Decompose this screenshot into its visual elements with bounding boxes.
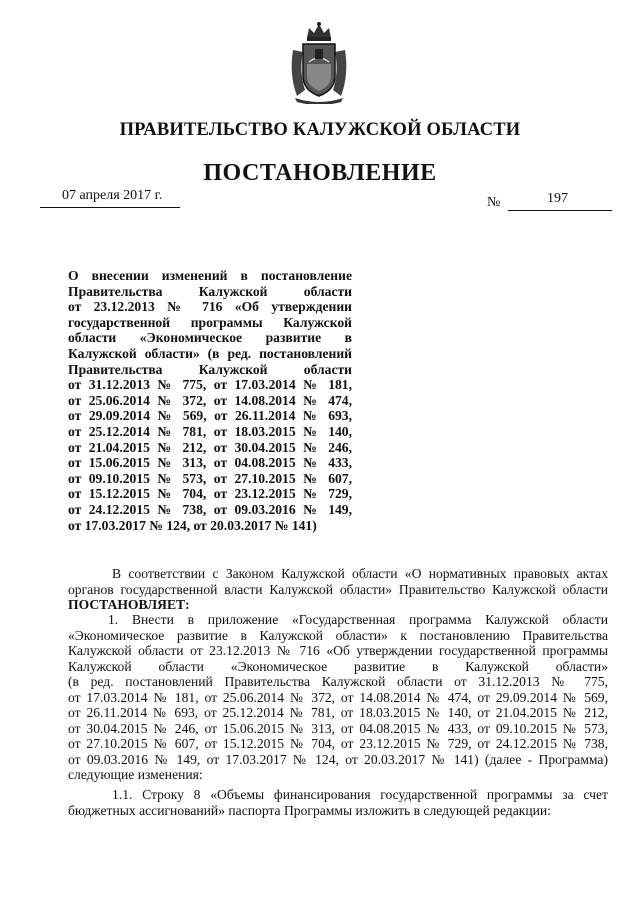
document-number: 197 (547, 191, 568, 206)
item-1-paragraph (68, 612, 608, 783)
paragraph-line: (в ред. постановлений Правительства Калужской области от 31.12.2013 № 775, (68, 674, 608, 689)
paragraph-line: бюджетных ассигнований» паспорта Программы изложить в следующей редакции: (68, 802, 551, 818)
subject-line: государственной программы Калужской (68, 314, 352, 330)
subject-line: от 31.12.2013 № 775, от 17.03.2014 № 181, (68, 377, 352, 393)
paragraph-line: от 09.03.2016 № 149, от 17.03.2017 № 124, от 20.03.2017 № 141) (далее - Программа) (68, 751, 608, 767)
paragraph-line: следующие изменения: (68, 767, 203, 782)
paragraph-line: 1.1. Строку 8 «Объемы финансирования государственной программы за счет (112, 787, 608, 802)
subject-line: О внесении изменений в постановление (68, 268, 352, 283)
document-type-title: ПОСТАНОВЛЕНИЕ (203, 160, 437, 186)
subject-line: от 09.10.2015 № 573, от 27.10.2015 № 607, (68, 470, 352, 486)
subject-line: от 17.03.2017 № 124, от 20.03.2017 № 141) (68, 517, 317, 533)
paragraph-line: В соответствии с Законом Калужской области «О нормативных правовых актах (112, 566, 608, 581)
subject-line: от 25.06.2014 № 372, от 14.08.2014 № 474, (68, 392, 352, 408)
paragraph-line: Калужской области «Экономическое развитие в Калужской области» (68, 658, 608, 674)
document-subject (68, 268, 352, 533)
subject-line: от 23.12.2013 № 716 «Об утверждении (68, 299, 352, 315)
subject-line: области «Экономическое развитие в (68, 330, 352, 346)
item-1-1-paragraph (68, 787, 608, 818)
paragraph-line: Калужской области от 23.12.2013 № 716 «Об утверждении государственной программы (68, 643, 608, 658)
paragraph-line: от 17.03.2014 № 181, от 25.06.2014 № 372, от 14.08.2014 № 474, от 29.09.2014 № 569, (68, 689, 608, 705)
paragraph-line: от 26.11.2014 № 693, от 25.12.2014 № 781, от 18.03.2015 № 140, от 21.04.2015 № 212, (68, 705, 608, 720)
subject-line: от 21.04.2015 № 212, от 30.04.2015 № 246, (68, 439, 352, 455)
subject-line: Правительства Калужской области (68, 361, 352, 377)
document-date: 07 апреля 2017 г. (62, 188, 163, 203)
subject-line: Правительства Калужской области (68, 283, 352, 299)
date-underline (40, 207, 180, 208)
subject-line: от 25.12.2014 № 781, от 18.03.2015 № 140, (68, 423, 352, 439)
paragraph-line: «Экономическое развитие в Калужской области» к постановлению Правительства (68, 627, 608, 643)
subject-line: от 15.06.2015 № 313, от 04.08.2015 № 433, (68, 455, 352, 471)
subject-line: от 24.12.2015 № 738, от 09.03.2016 № 149, (68, 501, 352, 517)
number-underline (508, 210, 612, 211)
paragraph-line: от 27.10.2015 № 607, от 15.12.2015 № 704, от 23.12.2015 № 729, от 24.12.2015 № 738, (68, 736, 608, 751)
subject-line: от 29.09.2014 № 569, от 26.11.2014 № 693, (68, 408, 352, 424)
number-sign: № (487, 195, 501, 210)
subject-line: от 15.12.2015 № 704, от 23.12.2015 № 729, (68, 486, 352, 502)
coat-of-arms-emblem (287, 20, 351, 104)
paragraph-line: от 30.04.2015 № 246, от 15.06.2015 № 313, от 04.08.2015 № 433, от 09.10.2015 № 573, (68, 720, 608, 736)
preamble-paragraph (68, 566, 608, 597)
government-name: ПРАВИТЕЛЬСТВО КАЛУЖСКОЙ ОБЛАСТИ (119, 120, 521, 140)
paragraph-line: 1. Внести в приложение «Государственная программа Калужской области (108, 612, 608, 627)
decree-word: ПОСТАНОВЛЯЕТ: (68, 597, 190, 612)
paragraph-line: органов государственной власти Калужской области» Правительство Калужской области (68, 581, 608, 597)
subject-line: Калужской области» (в ред. постановлений (68, 345, 352, 361)
